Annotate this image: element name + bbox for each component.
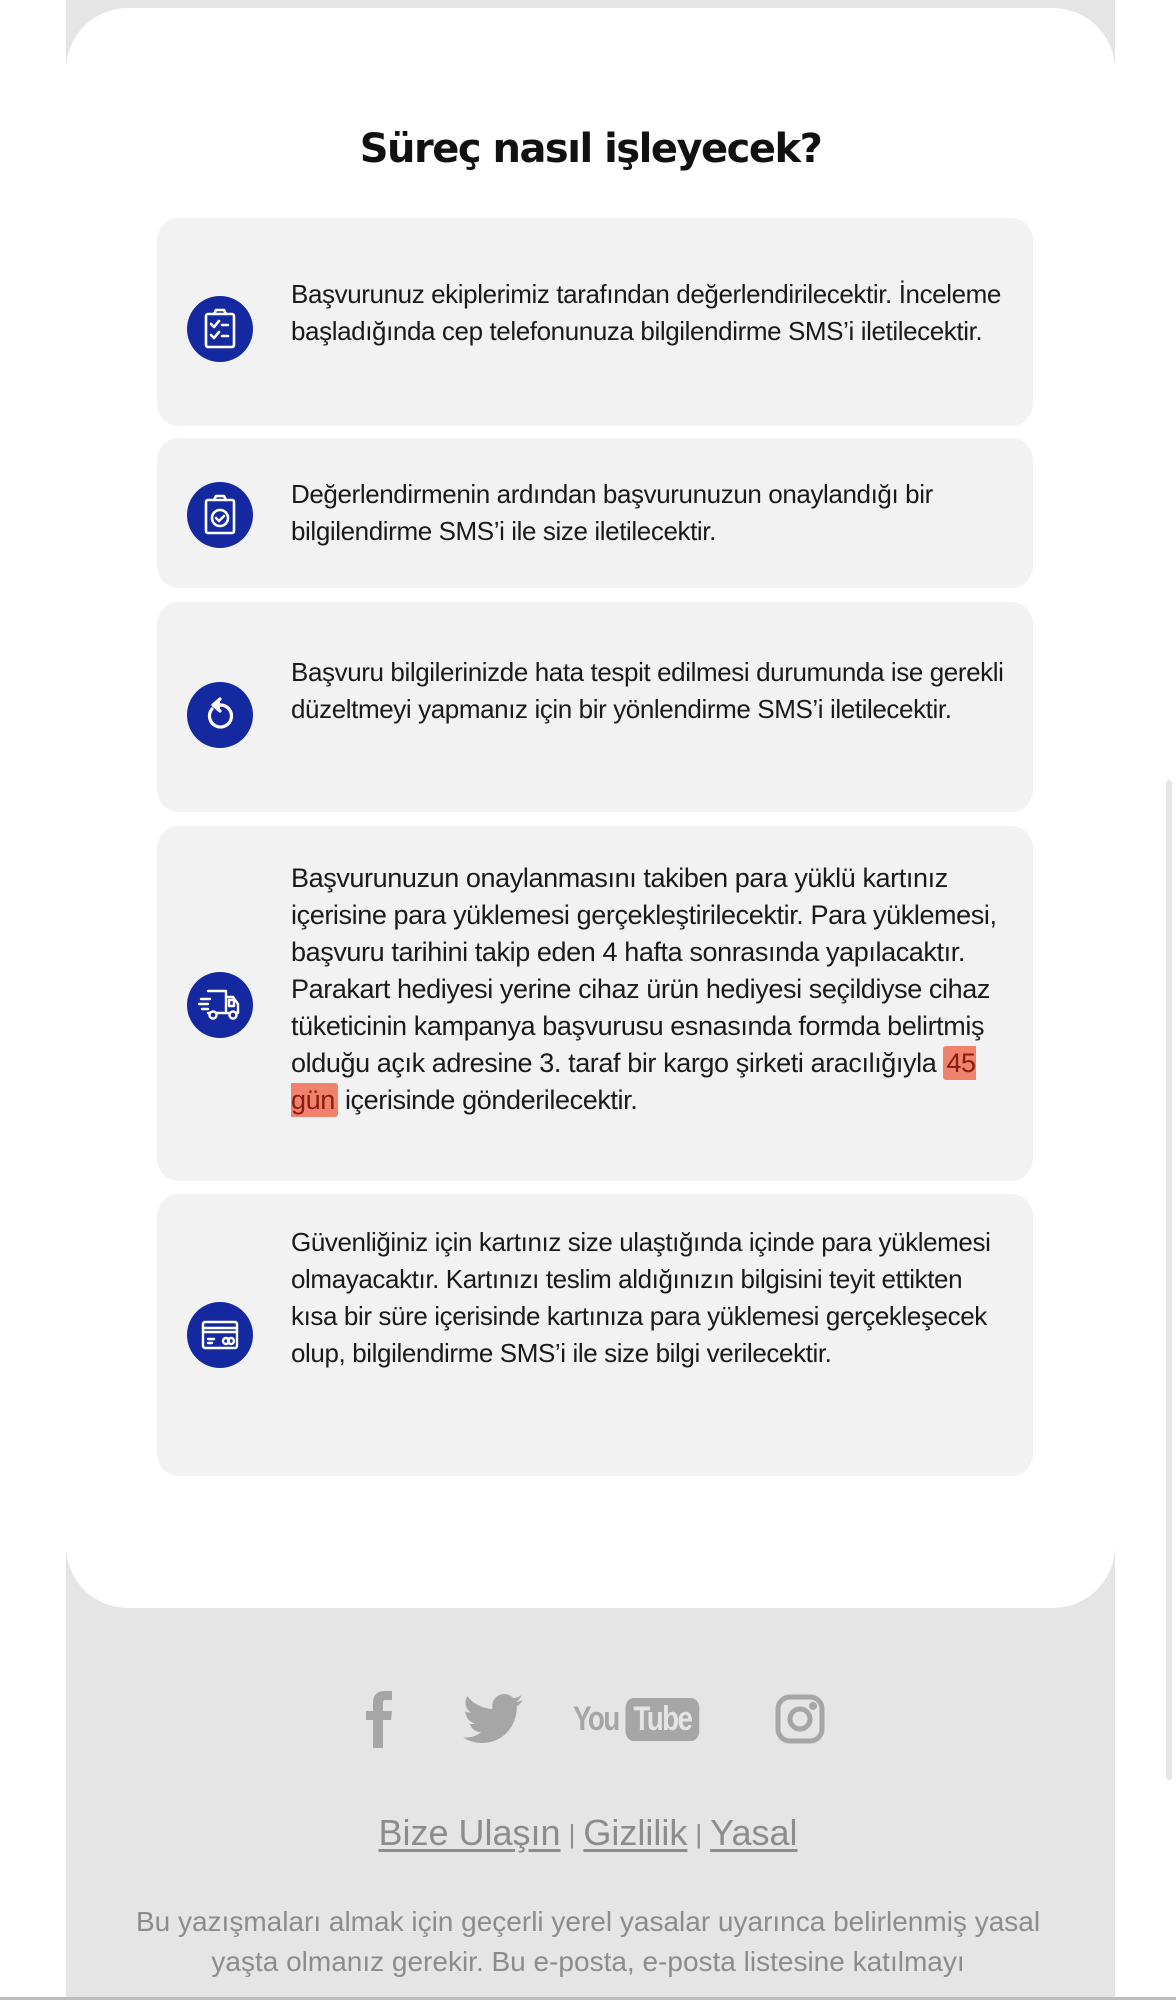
facebook-link[interactable] [364, 1690, 394, 1752]
step-item-correction [157, 602, 1033, 812]
step-text [291, 860, 1013, 1119]
clipboard-checklist-icon [187, 296, 253, 362]
youtube-icon [573, 1698, 700, 1741]
step-text: Değerlendirmenin ardından başvurunuzun onaylandığı bir bilgilendirme SMS’i ile size iletilecektir. [291, 479, 933, 546]
instagram-link[interactable] [775, 1694, 825, 1748]
redo-arrow-icon [187, 682, 253, 748]
facebook-icon [364, 1690, 394, 1748]
credit-card-icon [187, 1302, 253, 1368]
footer-links [0, 1812, 1176, 1854]
delivery-truck-icon [187, 972, 253, 1038]
youtube-link[interactable] [573, 1698, 727, 1741]
process-card [66, 8, 1115, 1608]
highlight-45-days: 45 gün [291, 1048, 976, 1115]
step-text: Başvurunuz ekiplerimiz tarafından değerlendirilecektir. İnceleme başladığında cep telefonunuza bilgilendirme SMS’i iletilecektir. [291, 279, 1001, 346]
link-separator: | [568, 1819, 576, 1849]
legal-disclaimer: Bu yazışmaları almak için geçerli yerel yasalar uyarınca belirlenmiş yasal yaşta olmanız gerekir. Bu e-posta, e-posta listesine katılmayı [135, 1906, 1041, 1977]
step-item-approval [157, 438, 1033, 588]
step-item-delivery [157, 826, 1033, 1181]
step-text-part: Başvurunuzun onaylanmasını takiben para yüklü kartınız içerisine para yüklemesi gerçekleştirilecektir. Para yüklemesi, başvuru tarihini takip eden 4 hafta sonrasında yapılacaktır. Parakart hediyesi yerine cihaz ürün hediyesi seçildiyse cihaz tüketicinin kampanya başvurusu esnasında formda belirtmiş olduğu açık adresine 3. taraf bir kargo şirketi aracılığıyla [291, 863, 997, 1078]
social-links [0, 1690, 1176, 1750]
twitter-icon [462, 1694, 524, 1744]
youtube-tube-text: Tube [625, 1698, 699, 1741]
legal-link[interactable]: Yasal [710, 1812, 798, 1853]
scrollbar[interactable] [1166, 780, 1172, 1780]
instagram-icon [775, 1694, 825, 1744]
step-text: Güvenliğiniz için kartınız size ulaştığında içinde para yüklemesi olmayacaktır. Kartınızı teslim aldığınızın bilgisini teyit ettikten kısa bir süre içerisinde kartınıza para yüklemesi gerçekleşecek olup, bilgilendirme SMS’i ile size bilgi verilecektir. [291, 1227, 991, 1368]
step-text-part: içerisinde gönderilecektir. [337, 1085, 638, 1115]
privacy-link[interactable]: Gizlilik [583, 1812, 688, 1853]
youtube-you-text: You [573, 1700, 619, 1738]
clipboard-check-icon [187, 482, 253, 548]
twitter-link[interactable] [462, 1694, 524, 1748]
contact-link[interactable]: Bize Ulaşın [378, 1812, 561, 1853]
section-title: Süreç nasıl işleyecek? [359, 126, 822, 172]
step-text: Başvuru bilgilerinizde hata tespit edilmesi durumunda ise gerekli düzeltmeyi yapmanız için bir yönlendirme SMS’i iletilecektir. [291, 657, 1004, 724]
step-item-evaluation [157, 218, 1033, 426]
link-separator: | [695, 1819, 703, 1849]
step-item-card-loading [157, 1194, 1033, 1476]
